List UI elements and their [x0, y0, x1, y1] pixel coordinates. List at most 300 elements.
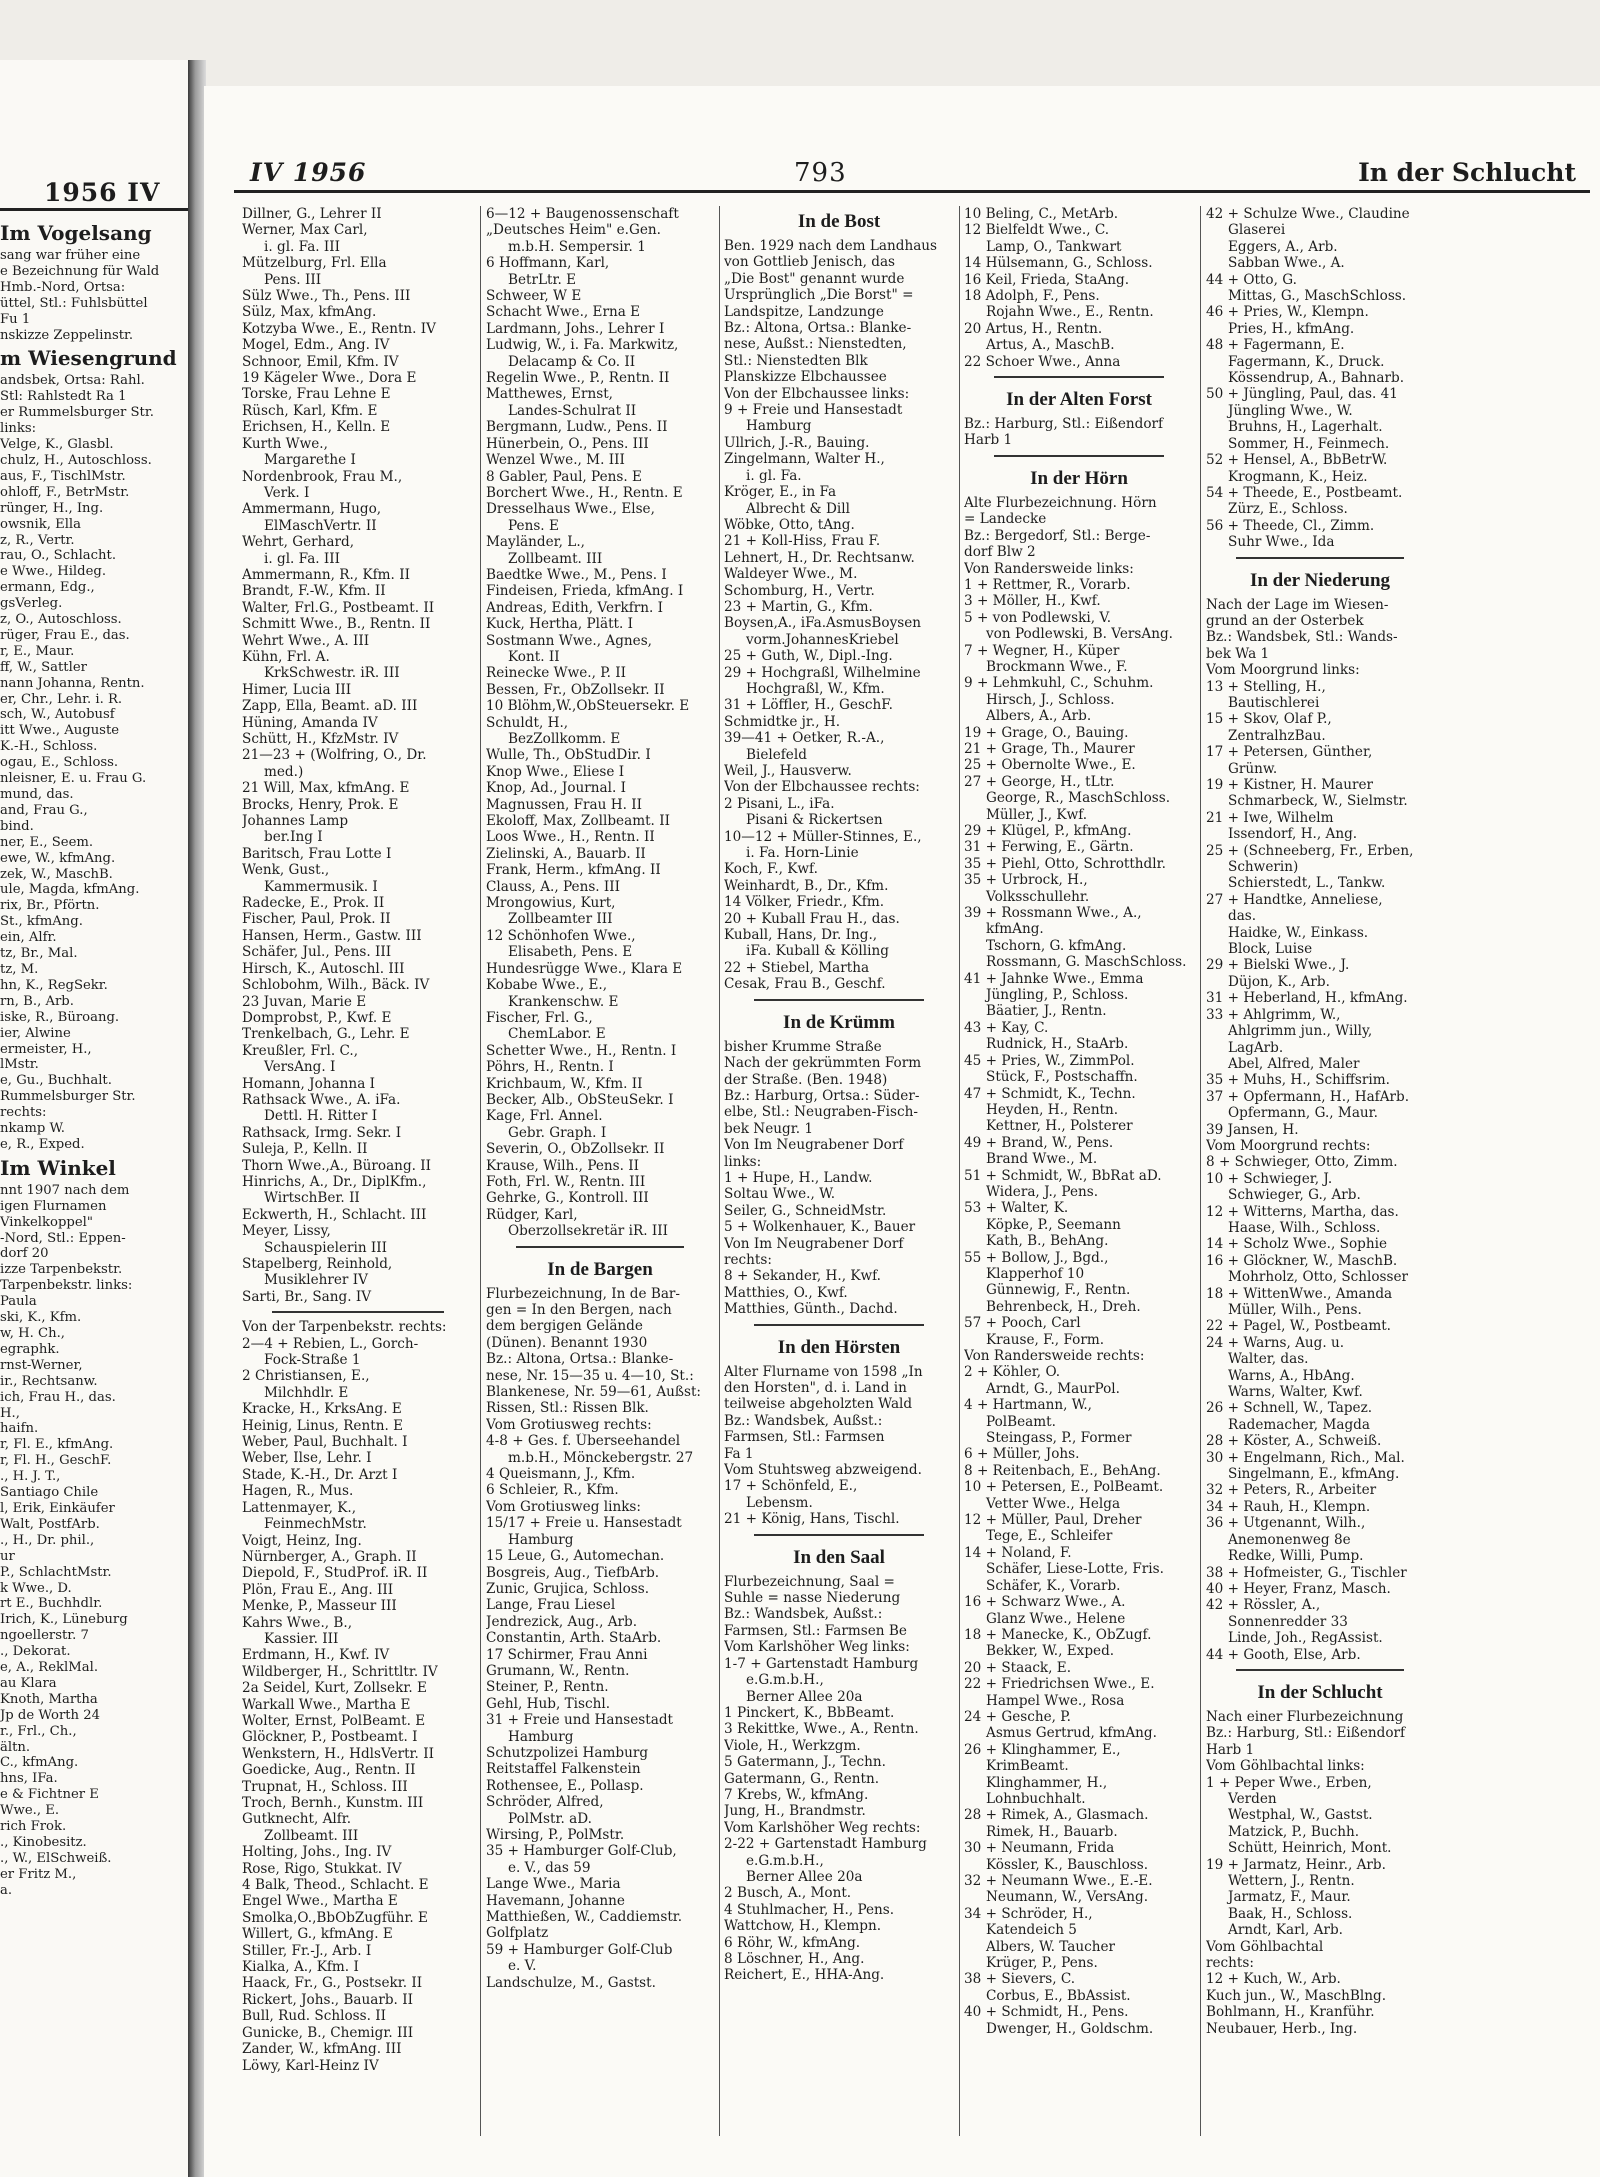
section-divider: [1236, 1669, 1404, 1671]
directory-entry: Wwe., E.: [0, 1803, 60, 1819]
directory-entry: hns, IFa.: [0, 1771, 58, 1787]
directory-entry: Schierstedt, L., Tankw.: [1228, 875, 1386, 892]
directory-entry: ohloff, F., BetrMstr.: [0, 484, 130, 500]
directory-entry: egraphk.: [0, 1341, 60, 1357]
directory-entry: rechts:: [724, 1251, 772, 1268]
directory-entry: Glöckner, P., Postbeamt. I: [242, 1729, 418, 1746]
directory-entry: 38 + Hofmeister, G., Tischler: [1206, 1564, 1407, 1581]
directory-entry: Vom Moorgrund links:: [1206, 662, 1360, 679]
directory-entry: Sülz, Max, kfmAng.: [242, 304, 377, 321]
directory-entry: Waldeyer Wwe., M.: [724, 566, 858, 583]
directory-entry: 13 + Stelling, H.,: [1206, 678, 1326, 695]
directory-entry: ältn.: [0, 1739, 31, 1755]
directory-entry: Ullrich, J.-R., Bauing.: [724, 434, 870, 451]
directory-entry: rix, Br., Pförtn.: [0, 898, 100, 914]
directory-entry: ir., Rechtsanw.: [0, 1373, 98, 1389]
directory-entry: Warkall Wwe., Martha E: [242, 1696, 411, 1713]
directory-entry: von Gottlieb Jenisch, das: [724, 254, 896, 271]
directory-entry: er Rummelsburger Str.: [0, 405, 154, 421]
directory-entry: Jüngling Wwe., W.: [1228, 402, 1353, 419]
directory-entry: Flurbezeichnung, Saal =: [724, 1573, 895, 1590]
directory-entry: Fu 1: [0, 311, 31, 327]
directory-entry: 35 + Piehl, Otto, Schrotthdlr.: [964, 855, 1166, 872]
directory-entry: Landes-Schulrat II: [508, 402, 637, 419]
street-heading: In de Bargen: [547, 1258, 653, 1280]
directory-entry: 19 Kägeler Wwe., Dora E: [242, 370, 417, 387]
directory-entry: e Bezeichnung für Wald: [0, 263, 160, 279]
directory-entry: 43 + Kay, C.: [964, 1019, 1049, 1036]
directory-entry: Mützelburg, Frl. Ella: [242, 255, 387, 272]
directory-entry: 8 + Sekander, H., Kwf.: [724, 1268, 882, 1285]
directory-entry: Berner Allee 20a: [746, 1688, 863, 1705]
section-divider: [272, 1311, 444, 1313]
directory-entry: 23 + Martin, G., Kfm.: [724, 598, 873, 615]
page-header-section: IV 1956: [250, 158, 367, 187]
directory-entry: ., Dekorat.: [0, 1644, 71, 1660]
directory-entry: Arndt, Karl, Arb.: [1228, 1922, 1343, 1939]
street-heading: Im Vogelsang: [0, 221, 152, 245]
section-divider: [994, 376, 1164, 378]
directory-entry: BezZollkomm. E: [508, 731, 621, 747]
directory-entry: Sostmann Wwe., Agnes,: [486, 632, 652, 649]
directory-entry: Thorn Wwe.,A., Büroang. II: [242, 1157, 432, 1174]
directory-entry: Jarmatz, F., Maur.: [1228, 1889, 1351, 1906]
directory-entry: Krankenschw. E: [508, 993, 619, 1010]
directory-entry: Nürnberger, A., Graph. II: [242, 1548, 417, 1565]
directory-entry: Neumann, W., VersAng.: [986, 1889, 1149, 1906]
directory-entry: 17 + Petersen, Günther,: [1206, 744, 1373, 761]
directory-entry: Bz.: Wandsbek, Außst.:: [724, 1412, 883, 1429]
directory-entry: 10 + Schwieger, J.: [1206, 1170, 1333, 1187]
directory-entry: Bekker, W., Exped.: [986, 1643, 1115, 1660]
directory-entry: Warns, A., HbAng.: [1228, 1367, 1355, 1384]
directory-entry: Rossmann, G. MaschSchloss.: [986, 954, 1187, 971]
directory-entry: Bautischlerei: [1228, 694, 1320, 711]
directory-entry: Klinghammer, H.,: [986, 1774, 1108, 1791]
directory-entry: Schacht Wwe., Erna E: [486, 304, 641, 321]
directory-entry: iske, R., Büroang.: [0, 1009, 120, 1025]
directory-entry: 26 + Schnell, W., Tapez.: [1206, 1400, 1373, 1417]
directory-entry: and, Frau G.,: [0, 802, 88, 818]
directory-entry: Wenkstern, H., HdlsVertr. II: [242, 1745, 434, 1762]
directory-entry: e & Fichtner E: [0, 1787, 99, 1803]
directory-entry: Verden: [1228, 1790, 1277, 1807]
directory-entry: zek, W., MaschB.: [0, 866, 113, 882]
directory-entry: Reinecke Wwe., P. II: [486, 665, 627, 682]
directory-entry: 32 + Neumann Wwe., E.-E.: [964, 1873, 1153, 1889]
directory-entry: Rademacher, Magda: [1228, 1416, 1370, 1433]
directory-entry: Hundesrügge Wwe., Klara E: [486, 960, 683, 977]
directory-entry: rünger, H., Ing.: [0, 500, 104, 516]
directory-entry: gen = In den Bergen, nach: [486, 1302, 672, 1318]
directory-entry: VersAng. I: [264, 1059, 336, 1076]
directory-entry: 22 Schoer Wwe., Anna: [964, 353, 1121, 370]
directory-entry: 14 + Scholz Wwe., Sophie: [1206, 1236, 1387, 1253]
directory-entry: Jung, H., Brandmstr.: [724, 1803, 866, 1820]
directory-entry: nann Johanna, Rentn.: [0, 675, 145, 691]
directory-entry: Von Im Neugrabener Dorf: [724, 1137, 904, 1154]
directory-entry: Krause, Wilh., Pens. II: [486, 1157, 640, 1174]
directory-entry: Stück, F., Postschaffn.: [986, 1069, 1138, 1086]
directory-entry: Schäfer, K., Vorarb.: [986, 1577, 1121, 1594]
directory-entry: 54 + Theede, E., Postbeamt.: [1206, 484, 1403, 501]
directory-entry: Rissen, Stl.: Rissen Blk.: [486, 1400, 649, 1417]
directory-entry: i. Fa. Horn-Linie: [746, 845, 859, 862]
directory-entry: izze Tarpenbekstr.: [0, 1262, 123, 1278]
directory-entry: Delacamp & Co. II: [508, 353, 636, 370]
directory-entry: ier, Alwine: [0, 1025, 71, 1041]
directory-entry: Ben. 1929 nach dem Landhaus: [724, 238, 938, 254]
directory-entry: Wettern, J., Rentn.: [1228, 1873, 1355, 1889]
directory-entry: 26 + Klinghammer, E.,: [964, 1741, 1121, 1758]
directory-entry: Linde, Joh., RegAssist.: [1228, 1630, 1383, 1647]
section-divider: [754, 1324, 924, 1326]
directory-entry: ChemLabor. E: [508, 1026, 606, 1043]
directory-entry: Baritsch, Frau Lotte I: [242, 845, 392, 862]
directory-entry: H.,: [0, 1405, 20, 1421]
directory-entry: ., W., ElSchweiß.: [0, 1850, 112, 1866]
directory-entry: gsVerleg.: [0, 596, 63, 612]
directory-entry: Gebr. Graph. I: [508, 1124, 607, 1141]
directory-entry: Dresselhaus Wwe., Else,: [486, 501, 655, 518]
directory-entry: Havemann, Johanne: [486, 1892, 625, 1909]
directory-entry: Pens. E: [508, 517, 559, 534]
section-divider: [1236, 557, 1404, 559]
directory-entry: ner, E., Seem.: [0, 834, 94, 850]
directory-entry: e.G.m.b.H.,: [746, 1852, 824, 1869]
directory-entry: ski, K., Kfm.: [0, 1310, 82, 1326]
directory-entry: Opfermann, G., Maur.: [1228, 1105, 1379, 1122]
directory-entry: Rüsch, Karl, Kfm. E: [242, 402, 378, 419]
directory-entry: Matthies, O., Kwf.: [724, 1284, 848, 1301]
directory-entry: Andreas, Edith, Verkfrn. I: [486, 599, 664, 616]
directory-entry: r., Frl., Ch.,: [0, 1723, 77, 1739]
directory-entry: Schröder, Alfred,: [486, 1794, 604, 1811]
directory-entry: Severin, O., ObZollsekr. II: [486, 1141, 665, 1158]
directory-entry: 2-22 + Gartenstadt Hamburg: [724, 1836, 927, 1853]
directory-entry: Kettner, H., Polsterer: [986, 1118, 1133, 1135]
directory-entry: chulz, H., Autoschloss.: [0, 452, 152, 468]
directory-entry: 5 Gatermann, J., Techn.: [724, 1754, 886, 1771]
directory-entry: Abel, Alfred, Maler: [1228, 1055, 1360, 1072]
directory-entry: Arndt, G., MaurPol.: [986, 1380, 1120, 1397]
directory-entry: Schnoor, Emil, Kfm. IV: [242, 353, 399, 370]
directory-entry: Düjon, K., Arb.: [1228, 973, 1330, 990]
directory-entry: rn, B., Arb.: [0, 993, 74, 1009]
directory-entry: 50 + Jüngling, Paul, das. 41: [1206, 386, 1398, 403]
directory-entry: Foth, Frl. W., Rentn. III: [486, 1173, 646, 1190]
directory-entry: Hagen, R., Mus.: [242, 1483, 354, 1500]
directory-entry: 30 + Engelmann, Rich., Mal.: [1206, 1449, 1405, 1466]
street-heading: In der Niederung: [1249, 569, 1391, 591]
header-rule: [234, 190, 1590, 193]
directory-entry: Katendeich 5: [986, 1922, 1077, 1939]
directory-entry: links:: [0, 421, 37, 437]
section-divider: [754, 1534, 924, 1536]
directory-entry: üttel, Stl.: Fuhlsbüttel: [0, 295, 148, 311]
directory-entry: Trupnat, H., Schloss. III: [242, 1778, 408, 1795]
directory-entry: Bielefeld: [746, 746, 807, 763]
directory-entry: Weil, J., Hausverw.: [724, 763, 852, 779]
directory-entry: e. V., das 59: [508, 1859, 591, 1876]
directory-entry: Pries, H., kfmAng.: [1228, 320, 1355, 337]
directory-entry: Lattenmayer, K.,: [242, 1499, 357, 1516]
directory-entry: Engel Wwe., Martha E: [242, 1893, 398, 1910]
directory-entry: Rathsack Wwe., A. iFa.: [242, 1091, 401, 1108]
directory-entry: Farmsen, Stl.: Farmsen: [724, 1429, 885, 1446]
directory-entry: Zingelmann, Walter H.,: [724, 451, 885, 468]
directory-entry: ff, W., Sattler: [0, 659, 87, 675]
directory-entry: Wenzel Wwe., M. III: [486, 452, 625, 469]
directory-entry: 6 Röhr, W., kfmAng.: [724, 1934, 861, 1951]
directory-entry: 2 Pisani, L., iFa.: [724, 795, 835, 812]
directory-entry: 40 + Heyer, Franz, Masch.: [1206, 1580, 1391, 1597]
directory-entry: 2—4 + Rebien, L., Gorch-: [242, 1335, 419, 1352]
directory-entry: 21—23 + (Wolfring, O., Dr.: [242, 747, 427, 764]
directory-entry: ElMaschVertr. II: [264, 517, 377, 534]
directory-entry: Tarpenbekstr. links:: [0, 1278, 133, 1294]
directory-entry: e, Gu., Buchhalt.: [0, 1073, 112, 1089]
directory-entry: LagArb.: [1228, 1039, 1284, 1056]
directory-entry: Asmus Gertrud, kfmAng.: [986, 1725, 1157, 1742]
directory-entry: Koch, F., Kwf.: [724, 861, 818, 878]
directory-entry: Lange, Frau Liesel: [486, 1597, 616, 1614]
directory-entry: Boysen,A., iFa.AsmusBoysen: [724, 615, 922, 632]
previous-page-header: 1956 IV: [44, 178, 161, 207]
directory-entry: Dwenger, H., Goldschm.: [986, 2020, 1154, 2037]
directory-entry: e.G.m.b.H.,: [746, 1672, 824, 1689]
directory-entry: Hünerbein, O., Pens. III: [486, 435, 649, 452]
directory-entry: Elisabeth, Pens. E: [508, 944, 633, 961]
directory-entry: nleisner, E. u. Frau G.: [0, 771, 147, 787]
directory-entry: bek Wa 1: [1206, 645, 1270, 662]
directory-entry: Albers, W. Taucher: [986, 1938, 1116, 1955]
directory-entry: Mayländer, L.,: [486, 534, 585, 551]
directory-entry: l, Erik, Einkäufer: [0, 1500, 115, 1516]
directory-entry: 35 + Urbrock, H.,: [964, 872, 1088, 889]
directory-entry: Erichsen, H., Kelln. E: [242, 419, 391, 436]
directory-entry: 7 Krebs, W., kfmAng.: [724, 1786, 869, 1803]
directory-entry: den Horsten", d. i. Land in: [724, 1380, 907, 1396]
directory-entry: Gunicke, B., Chemigr. III: [242, 2024, 414, 2041]
directory-entry: Zollbeamter III: [508, 911, 613, 928]
directory-entry: Bosgreis, Aug., TiefbArb.: [486, 1564, 660, 1581]
directory-entry: 31 + Ferwing, E., Gärtn.: [964, 839, 1134, 856]
street-heading: In de Bost: [797, 211, 881, 232]
directory-entry: er, Chr., Lehr. i. R.: [0, 691, 123, 707]
directory-entry: Sülz Wwe., Th., Pens. III: [242, 288, 411, 305]
directory-entry: Vom Karlshöher Weg links:: [724, 1639, 910, 1656]
directory-entry: Walter, das.: [1228, 1351, 1309, 1368]
directory-entry: „Die Bost" genannt wurde: [724, 270, 905, 287]
directory-entry: Kont. II: [508, 648, 560, 665]
directory-entry: rnst-Werner,: [0, 1357, 83, 1373]
directory-entry: Jendrezick, Aug., Arb.: [486, 1613, 638, 1630]
directory-entry: Mogel, Edm., Ang. IV: [242, 337, 390, 354]
directory-entry: grund an der Osterbek: [1206, 612, 1364, 629]
directory-entry: Goedicke, Aug., Rentn. II: [242, 1762, 416, 1779]
directory-entry: 12 + Kuch, W., Arb.: [1206, 1971, 1341, 1988]
directory-entry: Flurbezeichnung, In de Bar-: [486, 1285, 681, 1302]
directory-entry: Kössler, K., Bauschloss.: [986, 1856, 1149, 1873]
directory-entry: 19 + Kistner, H. Maurer: [1206, 777, 1374, 793]
directory-entry: Albers, A., Arb.: [986, 708, 1092, 725]
directory-entry: nese, Nr. 15—35 u. 4—10, St.:: [486, 1367, 694, 1384]
directory-entry: rechts:: [0, 1105, 47, 1121]
directory-entry: Kracke, H., KrksAng. E: [242, 1401, 402, 1418]
directory-entry: 21 + König, Hans, Tischl.: [724, 1511, 900, 1528]
directory-entry: ber.Ing I: [264, 829, 323, 846]
directory-entry: Magnussen, Frau H. II: [486, 796, 642, 813]
directory-entry: 6 + Müller, Johs.: [964, 1446, 1080, 1463]
directory-entry: P., SchlachtMstr.: [0, 1564, 112, 1580]
directory-entry: Lehnert, H., Dr. Rechtsanw.: [724, 549, 915, 566]
directory-entry: 5 + von Podlewski, V.: [964, 609, 1112, 626]
directory-entry: Harb 1: [1206, 1741, 1255, 1758]
directory-entry: Haase, Wilh., Schloss.: [1228, 1219, 1381, 1236]
directory-entry: 14 Völker, Friedr., Kfm.: [724, 894, 885, 911]
directory-entry: Grumann, W., Rentn.: [486, 1662, 630, 1679]
directory-entry: Seiler, G., SchneidMstr.: [724, 1202, 887, 1219]
directory-entry: Schuldt, H.,: [486, 714, 569, 731]
directory-entry: 42 + Schulze Wwe., Claudine: [1206, 206, 1410, 222]
directory-entry: Bz.: Altona, Ortsa.: Blanke-: [486, 1351, 674, 1368]
directory-entry: dorf 20: [0, 1246, 49, 1262]
directory-entry: C., kfmAng.: [0, 1755, 79, 1771]
directory-entry: Issendorf, H., Ang.: [1228, 826, 1358, 843]
directory-entry: Kreußler, Frl. C.,: [242, 1042, 359, 1059]
directory-entry: 1-7 + Gartenstadt Hamburg: [724, 1655, 919, 1672]
directory-entry: 41 + Jahnke Wwe., Emma: [964, 970, 1144, 987]
directory-entry: Wildberger, H., Schrittltr. IV: [242, 1663, 438, 1680]
directory-entry: Schmidtke jr., H.: [724, 713, 841, 730]
directory-entry: Nach der Lage im Wiesen-: [1206, 596, 1389, 613]
page-number: 793: [794, 158, 847, 188]
directory-entry: Walter, Frl.G., Postbeamt. II: [242, 599, 435, 616]
directory-entry: Wöbke, Otto, tAng.: [724, 516, 855, 533]
directory-entry: 20 + Staack, E.: [964, 1659, 1072, 1676]
directory-entry: Glanz Wwe., Helene: [986, 1610, 1126, 1627]
directory-entry: Clauss, A., Pens. III: [486, 878, 621, 895]
directory-entry: r, Fl. E., kfmAng.: [0, 1437, 114, 1453]
directory-entry: Kahrs Wwe., B.,: [242, 1614, 353, 1631]
directory-entry: Westphal, W., Gastst.: [1228, 1807, 1373, 1824]
directory-entry: Volksschullehr.: [986, 888, 1090, 905]
directory-entry: 4 Balk, Theod., Schlacht. E: [242, 1877, 429, 1894]
street-heading: m Wiesengrund: [0, 346, 177, 371]
directory-entry: 25 + Guth, W., Dipl.-Ing.: [724, 648, 893, 665]
directory-entry: 20 Artus, H., Rentn.: [964, 320, 1103, 337]
directory-entry: Rimek, H., Bauarb.: [986, 1823, 1118, 1840]
directory-entry: 18 + WittenWwe., Amanda: [1206, 1285, 1393, 1302]
directory-entry: Gehrke, G., Kontroll. III: [486, 1190, 649, 1207]
directory-entry: Heyden, H., Rentn.: [986, 1101, 1119, 1118]
directory-entry: Ekoloff, Max, Zollbeamt. II: [486, 813, 670, 830]
directory-entry: Schwieger, G., Arb.: [1228, 1187, 1361, 1204]
directory-entry: links:: [724, 1153, 762, 1170]
directory-entry: Matthewes, Ernst,: [486, 386, 613, 403]
directory-entry: Stade, K.-H., Dr. Arzt I: [242, 1466, 398, 1483]
directory-entry: Vom Göhlbachtal: [1206, 1938, 1324, 1955]
street-heading: In der Hörn: [1030, 467, 1128, 489]
directory-entry: Reichert, E., HHA-Ang.: [724, 1967, 885, 1984]
street-heading: Im Winkel: [0, 1155, 116, 1180]
directory-entry: Brockmann Wwe., F.: [986, 658, 1128, 675]
directory-entry: au Klara: [0, 1675, 57, 1691]
directory-entry: Bohlmann, H., Kranführ.: [1206, 2004, 1375, 2021]
directory-entry: 35 + Hamburger Golf-Club,: [486, 1843, 677, 1860]
directory-entry: Ursprünglich „Die Borst" =: [724, 287, 914, 304]
directory-entry: 17 Schirmer, Frau Anni: [486, 1646, 648, 1663]
directory-entry: Kobabe Wwe., E.,: [486, 977, 608, 994]
directory-entry: -Nord, Stl.: Eppen-: [0, 1230, 126, 1246]
directory-entry: Mohrholz, Otto, Schlosser: [1228, 1269, 1409, 1286]
directory-entry: Baedtke Wwe., M., Pens. I: [486, 566, 667, 583]
directory-entry: ngoellerstr. 7: [0, 1628, 89, 1644]
directory-entry: (Dünen). Benannt 1930: [486, 1334, 648, 1351]
directory-entry: 22 + Pagel, W., Postbeamt.: [1206, 1318, 1392, 1335]
directory-entry: Zollbeamt. III: [508, 550, 603, 567]
directory-entry: Von Im Neugrabener Dorf: [724, 1235, 904, 1252]
directory-entry: Corbus, E., BbAssist.: [986, 1987, 1131, 2004]
directory-entry: Vinkelkoppel": [0, 1214, 93, 1230]
directory-entry: Grünw.: [1228, 760, 1278, 777]
directory-entry: 28 + Rimek, A., Glasmach.: [964, 1807, 1149, 1824]
directory-entry: Schmarbeck, W., Sielmstr.: [1228, 793, 1408, 810]
directory-entry: 12 Schönhofen Wwe.,: [486, 927, 636, 944]
directory-entry: r, Fl. H., GeschF.: [0, 1453, 112, 1469]
directory-entry: Constantin, Arth. StaArb.: [486, 1630, 662, 1647]
directory-column-2: [486, 206, 714, 2106]
directory-entry: Sommer, H., Feinmech.: [1228, 435, 1390, 452]
directory-entry: rechts:: [1206, 1955, 1254, 1972]
directory-entry: 52 + Hensel, A., BbBetrW.: [1206, 452, 1388, 469]
directory-entry: Widera, J., Pens.: [986, 1183, 1099, 1200]
directory-entry: Knoth, Martha: [0, 1691, 98, 1707]
directory-entry: nkamp W.: [0, 1121, 65, 1137]
directory-entry: Nach der gekrümmten Form: [724, 1055, 922, 1072]
directory-entry: ein, Alfr.: [0, 930, 57, 946]
directory-entry: Matthießen, W., Caddiemstr.: [486, 1909, 683, 1926]
directory-entry: Behrenbeck, H., Dreh.: [986, 1298, 1141, 1315]
directory-entry: Wehrt Wwe., A. III: [242, 632, 370, 649]
directory-entry: Zollbeamt. III: [264, 1827, 359, 1844]
directory-entry: 1 + Rettmer, R., Vorarb.: [964, 576, 1131, 593]
directory-entry: Schetter Wwe., H., Rentn. I: [486, 1042, 677, 1059]
directory-entry: ., H. J. T.,: [0, 1469, 61, 1485]
directory-entry: ur: [0, 1548, 15, 1564]
directory-entry: Rummelsburger Str.: [0, 1089, 136, 1105]
directory-entry: „Deutsches Heim" e.Gen.: [486, 222, 661, 239]
directory-entry: 38 + Sievers, C.: [964, 1971, 1076, 1988]
directory-entry: Bz.: Wandsbek, Außst.:: [724, 1606, 883, 1623]
directory-entry: der Straße. (Ben. 1948): [724, 1071, 888, 1088]
previous-page-fragment: [0, 60, 191, 2177]
directory-entry: Hirsch, J., Schloss.: [986, 691, 1115, 708]
directory-entry: 36 + Utgenannt, Wilh.,: [1206, 1515, 1366, 1532]
directory-entry: Willert, G., kfmAng. E: [242, 1926, 393, 1943]
directory-entry: Bz.: Wandsbek, Stl.: Wands-: [1206, 629, 1398, 646]
directory-entry: Löwy, Karl-Heinz IV: [242, 2057, 379, 2074]
directory-entry: 9 + Freie und Hansestadt: [724, 402, 903, 419]
directory-entry: Matzick, P., Buchh.: [1228, 1823, 1360, 1840]
directory-entry: 20 + Kuball Frau H., das.: [724, 910, 900, 927]
directory-entry: 31 + Freie und Hansestadt: [486, 1712, 673, 1729]
directory-entry: Köpke, P., Seemann: [986, 1216, 1121, 1233]
directory-entry: Vom Karlshöher Weg rechts:: [724, 1819, 921, 1836]
directory-entry: Stl: Rahlstedt Ra 1: [0, 389, 127, 405]
directory-entry: 28 + Köster, A., Schweiß.: [1206, 1433, 1382, 1450]
